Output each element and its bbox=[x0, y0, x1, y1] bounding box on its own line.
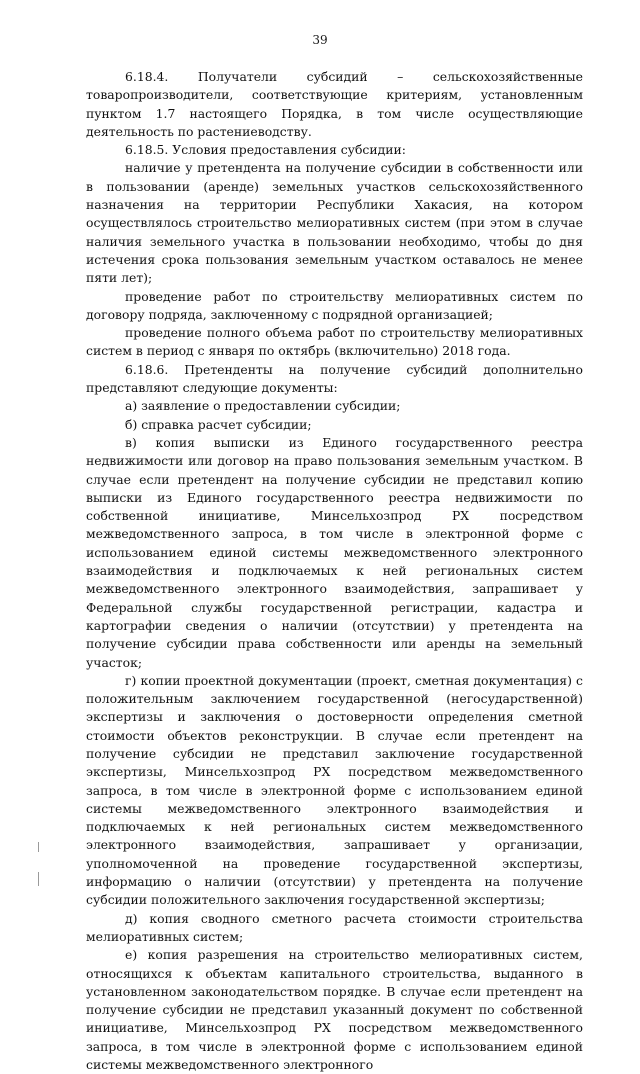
page-number: 39 bbox=[312, 33, 328, 47]
body-text bbox=[86, 68, 583, 1074]
paragraph-6-18-6: 6.18.6. Претенденты на получение субсидий дополнительно представляют следующие документы: bbox=[86, 361, 583, 396]
list-item-d: д) копия сводного сметного расчета стоимости строительства мелиоративных систем; bbox=[86, 910, 583, 944]
paragraph-6-18-4: 6.18.4. Получатели субсидий – сельскохозяйственные товаропроизводители, соответствующие критериям, установленным пунктом 1.7 настоящего Порядка, в том числе осуществляющие деятельность по растениеводству. bbox=[86, 69, 583, 139]
paragraph-condition-contract: проведение работ по строительству мелиоративных систем по договору подряда, заключенному с подрядной организацией; bbox=[86, 288, 583, 322]
paragraph-6-18-5: 6.18.5. Условия предоставления субсидии: bbox=[125, 142, 406, 158]
paragraph-condition-period: проведение полного объема работ по строительству мелиоративных систем в период с января по октябрь (включительно) 2018 года. bbox=[86, 325, 583, 359]
list-item-b: б) справка расчет субсидии; bbox=[125, 416, 312, 432]
list-item-a: а) заявление о предоставлении субсидии; bbox=[125, 398, 401, 414]
list-item-v: в) копия выписки из Единого государственного реестра недвижимости или договор на право пользования земельным участком. В случае если претендент на получение субсидии не представил копию выписки из Единого государственного реестра недвижимости по собственной инициативе, Минсельхозпрод РХ посредством межведомственного запроса, в том числе в электронной форме с использованием единой системы межведомственного электронного взаимодействия и подключаемых к ней региональных систем межведомственного электронного взаимодействия, запрашивает у Федеральной службы государственной регистрации, кадастра и картографии сведения о наличии (отсутствии) у претендента на получение субсидии права собственности или аренды на земельный участок; bbox=[86, 434, 583, 670]
scan-margin-mark bbox=[38, 842, 39, 852]
list-item-g: г) копии проектной документации (проект, сметная документация) с положительным заключением государственной (негосударственной) экспертизы и заключения о достоверности определения сметной стоимости объектов реконструкции. В случае если претендент на получение субсидии не представил заключение государственной экспертизы, Минсельхозпрод РХ посредством межведомственного запроса, в том числе в электронной форме с использованием единой системы межведомственного электронного взаимодействия и подключаемых к ней региональных систем межведомственного электронного взаимодействия, запрашивает у организации, уполномоченной на проведение государственной экспертизы, информацию о наличии (отсутствии) у претендента на получение субсидии положительного заключения государственной экспертизы; bbox=[86, 672, 583, 908]
scan-margin-mark bbox=[38, 872, 39, 886]
paragraph-condition-land: наличие у претендента на получение субсидии в собственности или в пользовании (аренде) земельных участков сельскохозяйственного назначения на территории Республики Хакасия, на котором осуществлялось строительство мелиоративных систем (при этом в случае наличия земельного участка в пользовании необходимо, чтобы до дня истечения срока пользования земельным участком оставалось не менее пяти лет); bbox=[86, 160, 583, 286]
list-item-e: е) копия разрешения на строительство мелиоративных систем, относящихся к объектам капитального строительства, выданного в установленном законодательством порядке. В случае если претендент на получение субсидии не представил указанный документ по собственной инициативе, Минсельхозпрод РХ посредством межведомственного запроса, в том числе в электронной форме с использованием единой системы межведомственного электронного bbox=[86, 947, 583, 1073]
